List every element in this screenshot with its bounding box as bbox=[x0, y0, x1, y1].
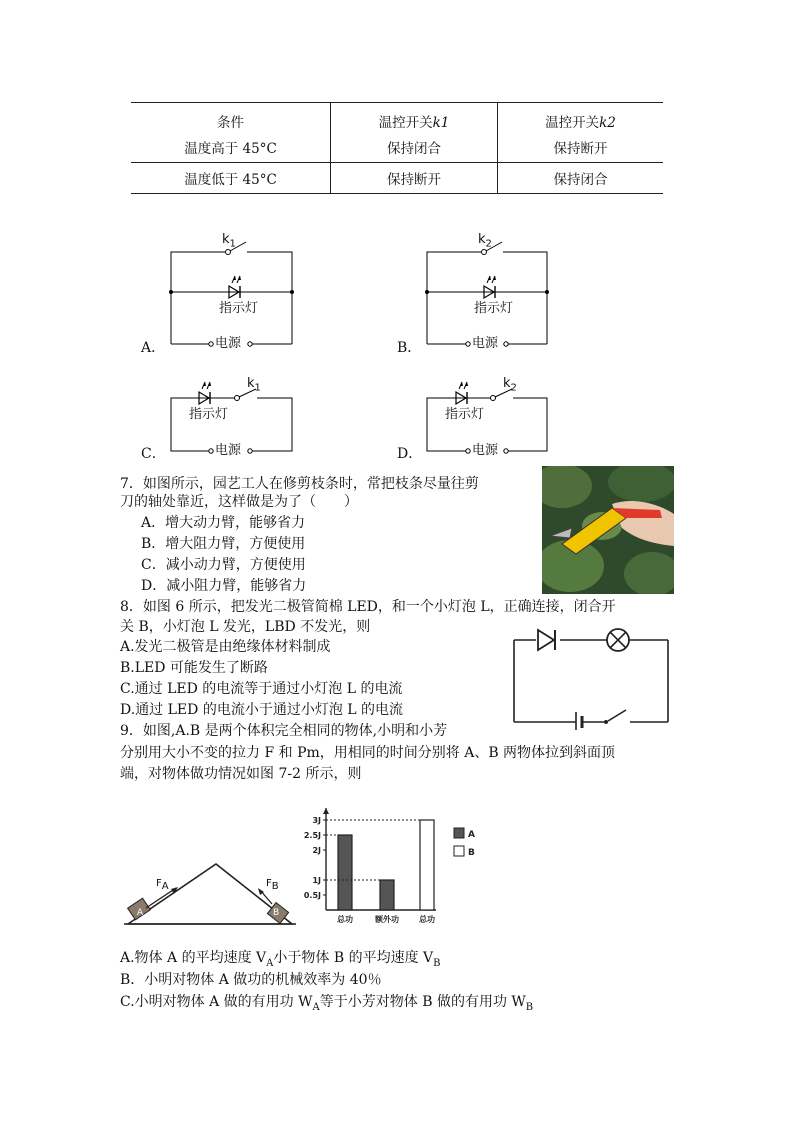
led-icon bbox=[536, 630, 560, 650]
legend-label-b: B bbox=[468, 848, 475, 858]
q8-stem: 关 B，小灯泡 L 发光，LBD 不发光，则 bbox=[120, 619, 371, 635]
switch-label: $k_2$ bbox=[478, 232, 492, 250]
lamp-label: 指示灯 bbox=[219, 301, 259, 316]
q7-option-d: D．减小阻力臂，能够省力 bbox=[141, 578, 307, 594]
q8-stem: 8．如图 6 所示，把发光二极管简棉 LED，和一个小灯泡 L，正确连接，闭合开 bbox=[120, 599, 616, 615]
circuit-b bbox=[425, 242, 549, 346]
q9-stem: 9．如图,A.B 是两个体积完全相同的物体,小明和小芳 bbox=[120, 723, 448, 739]
power-label: 电源 bbox=[215, 443, 242, 458]
block-b bbox=[258, 888, 289, 923]
q7-option-c: C．减小动力臂，方便使用 bbox=[141, 557, 306, 573]
bar-a bbox=[380, 880, 394, 910]
q9-option-a: A.物体 A 的平均速度 $V_A$小于物体 B 的平均速度 $V_B$ bbox=[120, 950, 441, 969]
table-cell: 保持断开 bbox=[331, 163, 498, 194]
x-tick-label: 额外功 bbox=[375, 915, 399, 924]
option-c-label: C． bbox=[141, 446, 166, 462]
table-header-condition: 条件 bbox=[131, 103, 331, 132]
force-a-label: $F_A$ bbox=[156, 878, 169, 892]
block-a bbox=[128, 887, 178, 920]
q8-option-b: B.LED 可能发生了断路 bbox=[120, 660, 268, 676]
lamp-icon bbox=[607, 629, 629, 651]
x-tick-label: 总功 bbox=[419, 915, 435, 924]
legend-label-a: A bbox=[468, 830, 475, 840]
table-cell: 保持闭合 bbox=[498, 163, 664, 194]
block-a-label: A bbox=[137, 908, 144, 918]
led-icon bbox=[482, 276, 498, 298]
bar-b bbox=[420, 820, 434, 910]
switch-label: $k_1$ bbox=[222, 232, 236, 250]
y-tick-label: 0.5J bbox=[303, 891, 321, 900]
table-cell: 温度高于 45°C bbox=[184, 140, 277, 157]
table-cell: 保持闭合 bbox=[331, 131, 498, 163]
q8-option-a: A.发光二极管是由绝缘体材料制成 bbox=[120, 639, 331, 655]
led-icon bbox=[454, 382, 470, 404]
q7-stem: 7．如图所示，园艺工人在修剪枝条时，常把枝条尽量往剪 bbox=[120, 476, 479, 492]
q9-stem: 分别用大小不变的拉力 F 和 Pm，用相同的时间分别将 A、B 两物体拉到斜面顶 bbox=[120, 745, 616, 761]
option-d-label: D． bbox=[397, 446, 423, 462]
y-tick-label: 1J bbox=[312, 876, 321, 885]
legend-swatch-b bbox=[454, 846, 464, 856]
y-axis-arrow bbox=[323, 808, 329, 814]
table-header-k2: 温控开关k2 bbox=[498, 103, 664, 132]
q9-stem: 端，对物体做功情况如图 7-2 所示，则 bbox=[120, 766, 362, 782]
circuit-a bbox=[169, 242, 294, 346]
switch-label: $k_1$ bbox=[247, 376, 261, 394]
table-cell: 温度低于 45°C bbox=[131, 163, 331, 194]
led-icon bbox=[197, 382, 213, 404]
y-tick-label: 2.5J bbox=[303, 831, 321, 840]
lamp-label: 指示灯 bbox=[445, 407, 485, 422]
table-header-k1: 温控开关k1 bbox=[331, 103, 498, 132]
x-tick-label: 总功 bbox=[337, 915, 353, 924]
q7-stem: 刀的轴处靠近，这样做是为了（ ） bbox=[120, 494, 358, 510]
option-b-label: B． bbox=[397, 340, 422, 356]
led-icon bbox=[227, 276, 243, 298]
q9-option-c: C.小明对物体 A 做的有用功 $W_A$等于小芳对物体 B 做的有用功 $W_B$ bbox=[120, 994, 534, 1013]
force-b-label: $F_B$ bbox=[266, 878, 279, 892]
switch-label: $k_2$ bbox=[503, 376, 517, 394]
option-a-label: A． bbox=[141, 340, 166, 356]
bar-a bbox=[338, 835, 352, 910]
legend-swatch-a bbox=[454, 828, 464, 838]
lamp-label: 指示灯 bbox=[474, 301, 514, 316]
lamp-label: 指示灯 bbox=[189, 407, 229, 422]
q9-option-b: B．小明对物体 A 做功的机械效率为 40％ bbox=[120, 972, 382, 988]
led-lamp-circuit bbox=[508, 622, 678, 730]
power-label: 电源 bbox=[472, 443, 499, 458]
q8-option-c: C.通过 LED 的电流等于通过小灯泡 L 的电流 bbox=[120, 681, 403, 697]
q7-option-a: A．增大动力臂，能够省力 bbox=[141, 515, 306, 531]
q8-option-d: D.通过 LED 的电流小于通过小灯泡 L 的电流 bbox=[120, 702, 404, 718]
power-label: 电源 bbox=[472, 336, 499, 351]
power-label: 电源 bbox=[215, 336, 242, 351]
pruning-shears-photo bbox=[542, 466, 674, 594]
q7-option-b: B．增大阻力臂，方便使用 bbox=[141, 536, 306, 552]
y-tick-label: 2J bbox=[312, 846, 321, 855]
block-b-label: B bbox=[273, 908, 280, 918]
work-bar-chart bbox=[296, 800, 496, 935]
y-tick-label: 3J bbox=[312, 816, 321, 825]
circuit-options-diagram bbox=[0, 0, 794, 470]
table-cell: 保持断开 bbox=[498, 131, 664, 163]
